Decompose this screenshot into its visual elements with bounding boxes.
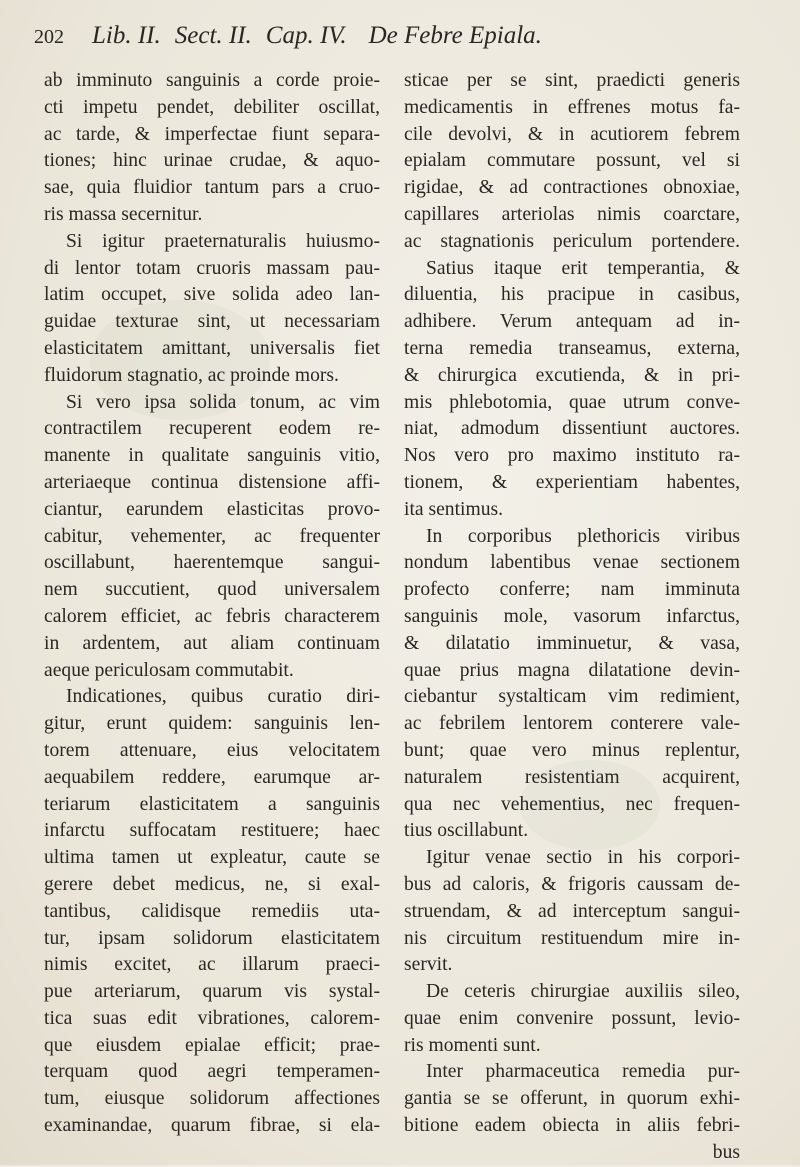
left-column-line: Indicationes, quibus curatio diri- (66, 686, 380, 708)
left-column-line: contractilem recuperent eodem re- (44, 418, 380, 440)
left-column-line: examinandae, quarum fibrae, si ela- (44, 1115, 380, 1137)
right-column-line: capillares arteriolas nimis coarctare, (404, 203, 740, 225)
left-column-line: cabitur, vehementer, ac frequenter (44, 525, 380, 547)
right-column-line: Inter pharmaceutica remedia pur- (426, 1061, 740, 1083)
left-column-line: tica suas edit vibrationes, calorem- (44, 1007, 380, 1029)
left-column-line: latim occupet, sive solida adeo lan- (44, 284, 380, 306)
right-column-line: quae prius magna dilatatione devin- (404, 659, 740, 681)
left-column-line: manente in qualitate sanguinis vitio, (44, 445, 380, 467)
left-column (44, 68, 380, 1140)
right-column-line: servit. (404, 954, 453, 976)
left-column-line: arteriaeque continua distensione affi- (44, 471, 380, 493)
right-column-line: profecto conferre; nam imminuta (404, 579, 740, 601)
left-column-line: nem succutient, quod universalem (44, 579, 380, 601)
left-column-line: gitur, erunt quidem: sanguinis len- (44, 713, 380, 735)
running-head-book: Lib. II. (92, 22, 161, 49)
left-column-line: guidae texturae sint, ut necessariam (44, 311, 380, 333)
running-head-chapter: Cap. IV. (265, 22, 347, 49)
left-column-line: calorem efficiet, ac febris characterem (44, 605, 380, 627)
left-column-line: di lentor totam cruoris massam pau- (44, 257, 380, 279)
right-column-line: quae enim convenire possunt, levio- (404, 1007, 740, 1029)
left-column-line: ris massa secernitur. (44, 203, 203, 225)
right-column-line: medicamentis in effrenes motus fa- (404, 96, 740, 118)
right-column-line: De ceteris chirurgiae auxiliis sileo, (426, 981, 740, 1003)
left-column-line: cti impetu pendet, debiliter oscillat, (44, 96, 380, 118)
left-column-line: teriarum elasticitatem a sanguinis (44, 793, 380, 815)
right-column-line: tionem, & experientiam habentes, (404, 471, 740, 493)
left-column-line: Si igitur praeternaturalis huiusmo- (66, 230, 380, 252)
right-column-line: struendam, & ad interceptum sangui- (404, 900, 740, 922)
left-column-line: Si vero ipsa solida tonum, ac vim (66, 391, 380, 413)
right-column-line: epialam commutare possunt, vel si (404, 150, 740, 172)
right-column-line: adhibere. Verum antequam ad in- (404, 311, 740, 333)
left-column-line: gerere debet medicus, ne, si exal- (44, 873, 380, 895)
right-column-line: gantia se se offerunt, in quorum exhi- (404, 1088, 740, 1110)
left-column-line: sae, quia fluidior tantum pars a cruo- (44, 177, 380, 199)
right-column-line: ac stagnationis periculum portendere. (404, 230, 740, 252)
page-number: 202 (34, 26, 64, 48)
left-column-line: aeque periculosam commutabit. (44, 659, 294, 681)
left-column-line: nimis excitet, ac illarum praeci- (44, 954, 380, 976)
running-header (34, 22, 760, 62)
right-column-line: & dilatatio imminuetur, & vasa, (404, 632, 740, 654)
right-column-line: cile devolvi, & in acutiorem febrem (404, 123, 740, 145)
right-column-line: ris momenti sunt. (404, 1034, 541, 1056)
left-column-line: fluidorum stagnatio, ac proinde mors. (44, 364, 339, 386)
left-column-line: terquam quod aegri temperamen- (44, 1061, 380, 1083)
left-column-line: aequabilem reddere, earumque ar- (44, 766, 380, 788)
chapter-title: De Febre Epiala. (368, 22, 542, 49)
left-column-line: tum, eiusque solidorum affectiones (44, 1088, 380, 1110)
right-column-line: ac febrilem lentorem conterere vale- (404, 713, 740, 735)
right-column-line: sanguinis mole, vasorum infarctus, (404, 605, 740, 627)
right-column-line: sticae per se sint, praedicti generis (404, 70, 740, 91)
right-column-line: bunt; quae vero minus replentur, (404, 739, 740, 761)
right-column-line: & chirurgica excutienda, & in pri- (404, 364, 740, 386)
left-column-line: in ardentem, aut aliam continuam (44, 632, 380, 654)
running-head (92, 22, 347, 50)
left-column-line: que eiusdem epialae efficit; prae- (44, 1034, 380, 1056)
right-column-line: Nos vero pro maximo instituto ra- (404, 445, 740, 467)
right-column-line: ciebantur systalticam vim redimient, (404, 686, 740, 708)
left-column-line: ab imminuto sanguinis a corde proie- (44, 70, 380, 91)
right-column (404, 68, 740, 1167)
right-column-line: naturalem resistentiam acquirent, (404, 766, 740, 788)
left-column-line: ciantur, earundem elasticitas provo- (44, 498, 380, 520)
left-column-line: ac tarde, & imperfectae fiunt separa- (44, 123, 380, 145)
left-column-line: oscillabunt, haerentemque sangui- (44, 552, 380, 574)
right-column-line: bus (712, 1141, 740, 1163)
right-column-line: Satius itaque erit temperantia, & (426, 257, 740, 279)
left-column-line: infarctu suffocatam restituere; haec (44, 820, 380, 842)
right-column-line: qua nec vehementius, nec frequen- (404, 793, 740, 815)
left-column-line: tantibus, calidisque remediis uta- (44, 900, 380, 922)
left-column-line: pue arteriarum, quarum vis systal- (44, 981, 380, 1003)
right-column-line: tius oscillabunt. (404, 820, 529, 842)
right-column-line: ita sentimus. (404, 498, 504, 520)
right-column-line: nondum labentibus venae sectionem (404, 552, 740, 574)
right-column-line: nis circuitum restituendum mire in- (404, 927, 740, 949)
right-column-line: niat, admodum dissentiunt auctores. (404, 418, 740, 440)
left-column-line: tur, ipsam solidorum elasticitatem (44, 927, 380, 949)
right-column-line: Igitur venae sectio in his corpori- (426, 847, 740, 869)
right-column-line: bus ad caloris, & frigoris caussam de- (404, 873, 740, 895)
right-column-line: mis phlebotomia, quae utrum conve- (404, 391, 740, 413)
left-column-line: ultima tamen ut expleatur, caute se (44, 847, 380, 869)
right-column-line: bitione eadem obiecta in aliis febri- (404, 1115, 740, 1137)
right-column-line: terna remedia transeamus, externa, (404, 337, 740, 359)
right-column-line: diluentia, his pracipue in casibus, (404, 284, 740, 306)
left-column-line: elasticitatem amittant, universalis fiet (44, 337, 380, 359)
left-column-line: torem attenuare, eius velocitatem (44, 739, 380, 761)
left-column-line: tiones; hinc urinae crudae, & aquo- (44, 150, 380, 172)
running-head-section: Sect. II. (174, 22, 252, 49)
right-column-line: In corporibus plethoricis viribus (426, 525, 740, 547)
right-column-line: rigidae, & ad contractiones obnoxiae, (404, 177, 740, 199)
